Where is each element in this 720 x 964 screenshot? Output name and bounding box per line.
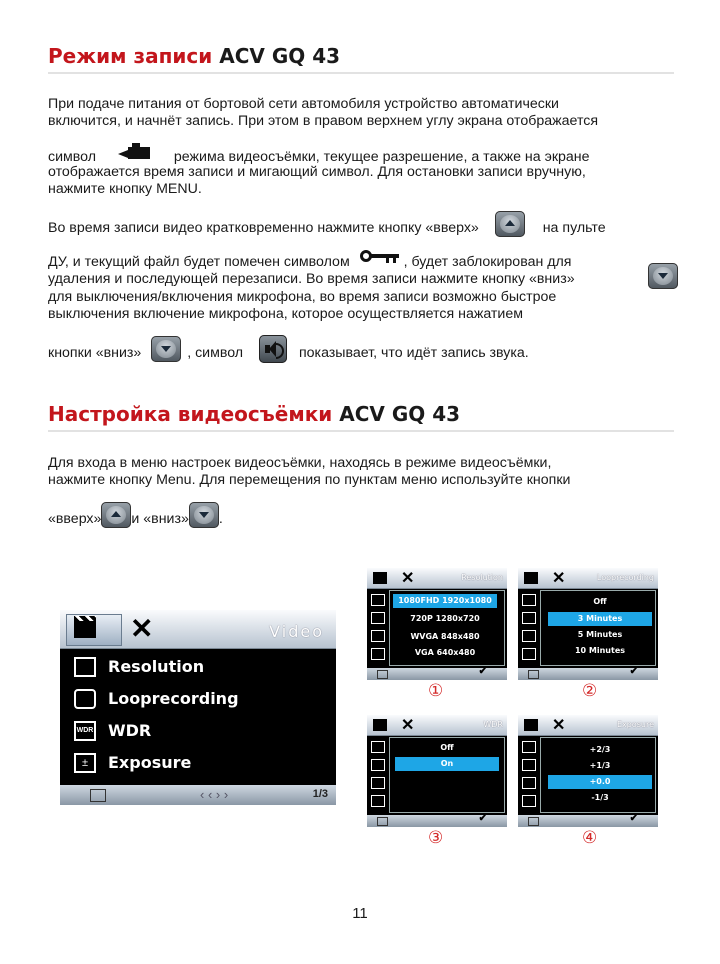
screen-number: ③ xyxy=(428,828,444,848)
loop-icon xyxy=(522,612,536,624)
wdr-icon xyxy=(522,630,536,642)
resolution-icon xyxy=(371,594,385,606)
clapperboard-icon xyxy=(373,719,387,731)
exposure-icon: ± xyxy=(74,753,96,773)
menu-item-wdr[interactable]: WDR xyxy=(108,721,152,740)
text-span: режима видеосъёмки, текущее разрешение, а также на экране xyxy=(173,148,590,165)
section1-divider xyxy=(48,72,674,74)
footer-menu-icon xyxy=(528,670,539,679)
up-button-icon xyxy=(495,211,525,237)
text-line: При подаче питания от бортовой сети автомобиля устройство автоматически xyxy=(48,96,559,112)
screen-header xyxy=(518,568,658,589)
loop-icon xyxy=(74,689,96,709)
text-line xyxy=(48,254,571,271)
footer-menu-icon xyxy=(528,817,539,826)
wdr-icon: WDR xyxy=(74,721,96,741)
menu-item-looprecording[interactable]: Looprecording xyxy=(108,689,239,708)
footer-menu-icon xyxy=(377,670,388,679)
option-item[interactable]: +1/3 xyxy=(589,761,611,770)
option-item[interactable]: 10 Minutes xyxy=(574,646,626,655)
text-line: выключения включение микрофона, которое осуществляется нажатием xyxy=(48,306,523,322)
menu-footer xyxy=(60,785,336,805)
option-item[interactable]: -1/3 xyxy=(591,793,609,802)
text-line xyxy=(48,343,529,363)
screen-title: Video xyxy=(269,622,324,641)
text-line: для выключения/включения микрофона, во время записи возможно быстрое xyxy=(48,289,557,305)
text-span: показывает, что идёт запись звука. xyxy=(298,344,529,361)
exposure-icon xyxy=(371,795,385,807)
screen-number: ④ xyxy=(582,828,598,848)
clapperboard-icon xyxy=(524,572,538,584)
exposure-icon xyxy=(522,795,536,807)
text-span: ДУ, и текущий файл будет помечен символом xyxy=(48,254,350,270)
footer-page: 1/3 xyxy=(312,788,328,800)
section2-model: ACV GQ 43 xyxy=(339,402,461,426)
text-line: удаления и последующей перезаписи. Во время записи нажмите кнопку «вниз» xyxy=(48,271,575,287)
main-menu-screen xyxy=(60,610,336,805)
tools-icon: ✕ xyxy=(552,717,566,734)
text-span: Во время записи видео кратковременно нажмите кнопку «вверх» xyxy=(48,219,479,236)
screen-title: Looprecording xyxy=(596,573,654,582)
screen-number: ① xyxy=(428,681,444,701)
ok-check-icon: ✔ xyxy=(629,666,638,677)
option-item[interactable]: VGA 640x480 xyxy=(414,648,476,657)
footer-menu-icon xyxy=(377,817,388,826)
clapperboard-icon xyxy=(373,572,387,584)
screen-header xyxy=(367,715,507,736)
option-item[interactable]: 5 Minutes xyxy=(577,630,623,639)
screen-footer xyxy=(367,668,507,680)
clapperboard-icon xyxy=(524,719,538,731)
loop-icon xyxy=(522,759,536,771)
text-line: Для входа в меню настроек видеосъёмки, находясь в режиме видеосъёмки, xyxy=(48,455,552,471)
section1-heading xyxy=(48,44,340,68)
page-number: 11 xyxy=(352,905,368,922)
wdr-icon xyxy=(371,777,385,789)
option-item[interactable]: Off xyxy=(593,597,607,606)
section2-divider xyxy=(48,430,674,432)
screen-footer xyxy=(518,668,658,680)
screen-title: Resolution xyxy=(461,573,503,582)
tools-icon: ✕ xyxy=(401,570,415,587)
loop-icon xyxy=(371,759,385,771)
text-span: . xyxy=(218,510,223,527)
tools-icon: ✕ xyxy=(552,570,566,587)
wdr-icon xyxy=(522,777,536,789)
footer-arrows: ‹ ‹ › › xyxy=(200,787,229,802)
option-item[interactable]: Off xyxy=(440,743,454,752)
text-span: кнопки «вниз» xyxy=(48,344,142,361)
clapperboard-top xyxy=(74,616,96,621)
looprecording-screen xyxy=(518,568,658,680)
option-item[interactable]: +2/3 xyxy=(589,745,611,754)
down-button-icon xyxy=(151,336,181,362)
text-line: включится, и начнёт запись. При этом в правом верхнем углу экрана отображается xyxy=(48,113,599,129)
up-button-icon xyxy=(101,502,131,528)
screen-title: WDR xyxy=(483,720,503,729)
screen-footer xyxy=(367,815,507,827)
option-item[interactable]: 1080FHD 1920x1080 xyxy=(393,594,497,608)
option-item[interactable]: WVGA 848x480 xyxy=(410,632,480,641)
resolution-screen xyxy=(367,568,507,680)
section2-title: Настройка видеосъёмки xyxy=(48,402,333,426)
ok-check-icon: ✔ xyxy=(478,813,487,824)
main-menu-header xyxy=(60,610,336,649)
text-span: и «вниз» xyxy=(131,510,189,527)
menu-item-exposure[interactable]: Exposure xyxy=(108,753,192,772)
text-line xyxy=(48,510,223,528)
clapperboard-icon xyxy=(74,620,96,638)
text-line: отображается время записи и мигающий символ. Для остановки записи вручную, xyxy=(48,164,586,180)
down-button-icon xyxy=(189,502,219,528)
resolution-icon xyxy=(371,741,385,753)
section2-heading xyxy=(48,402,460,426)
text-line xyxy=(48,219,606,237)
option-item[interactable]: 720P 1280x720 xyxy=(410,614,480,623)
text-span: на пульте xyxy=(542,219,606,236)
exposure-screen xyxy=(518,715,658,827)
tools-icon: ✕ xyxy=(130,613,154,644)
text-line: нажмите кнопку Menu. Для перемещения по пунктам меню используйте кнопки xyxy=(48,472,571,488)
loop-icon xyxy=(371,612,385,624)
wdr-icon xyxy=(371,630,385,642)
tools-icon: ✕ xyxy=(401,717,415,734)
menu-item-resolution[interactable]: Resolution xyxy=(108,657,205,676)
option-item[interactable]: +0.0 xyxy=(548,775,652,789)
screen-footer xyxy=(518,815,658,827)
wdr-screen xyxy=(367,715,507,827)
footer-menu-icon xyxy=(90,789,106,802)
text-span: «вверх» xyxy=(48,510,102,527)
section1-model: ACV GQ 43 xyxy=(219,44,341,68)
exposure-icon xyxy=(522,648,536,660)
resolution-icon xyxy=(522,741,536,753)
resolution-icon xyxy=(74,657,96,677)
ok-check-icon: ✔ xyxy=(478,666,487,677)
screen-header xyxy=(367,568,507,589)
text-span: , символ xyxy=(187,344,244,361)
speaker-icon xyxy=(259,335,287,363)
exposure-icon xyxy=(371,648,385,660)
screen-title: Exposure xyxy=(616,720,654,729)
option-item[interactable]: On xyxy=(395,757,499,771)
screen-header xyxy=(518,715,658,736)
down-button-icon xyxy=(648,263,678,289)
text-span: символ xyxy=(48,148,97,165)
video-camera-icon xyxy=(118,143,152,163)
menu-body xyxy=(60,649,336,785)
screen-number: ② xyxy=(582,681,598,701)
resolution-icon xyxy=(522,594,536,606)
text-span: , будет заблокирован для xyxy=(403,254,572,270)
key-icon xyxy=(360,249,400,265)
ok-check-icon: ✔ xyxy=(629,813,638,824)
section1-title: Режим записи xyxy=(48,44,213,68)
option-item[interactable]: 3 Minutes xyxy=(548,612,652,626)
text-line: нажмите кнопку MENU. xyxy=(48,181,202,197)
